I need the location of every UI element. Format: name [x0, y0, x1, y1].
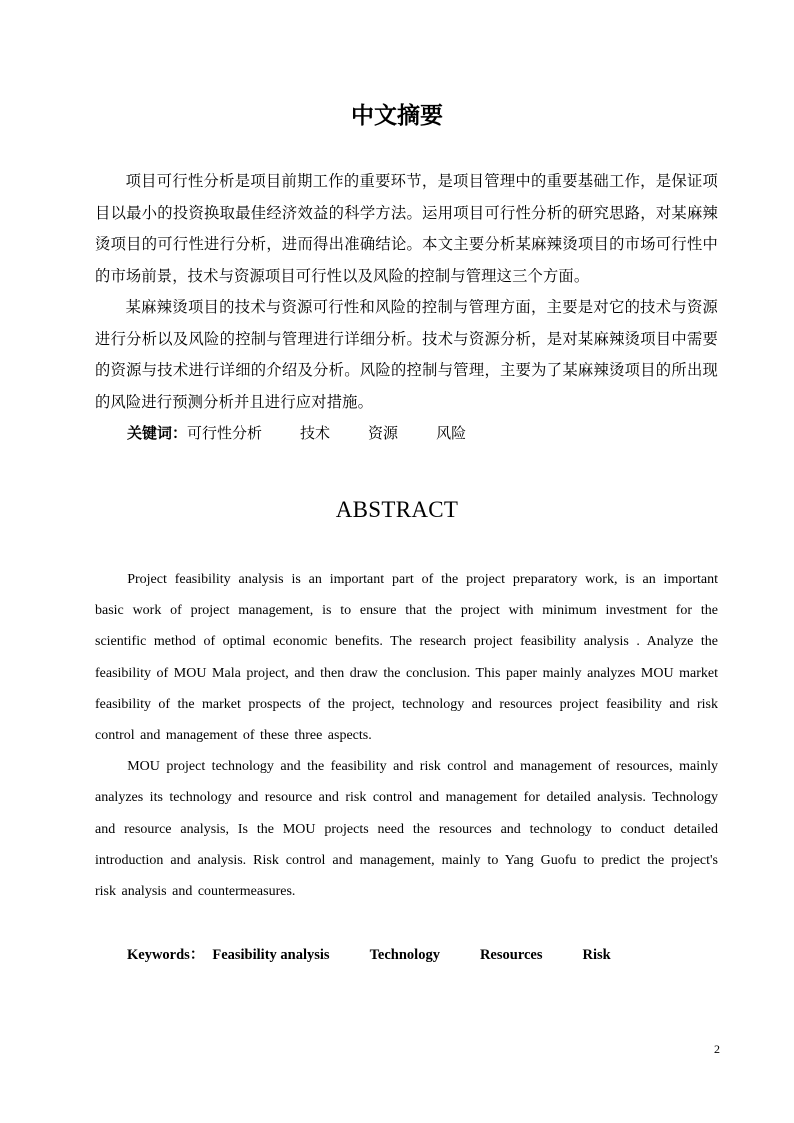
chinese-abstract-paragraph-2: 某麻辣烫项目的技术与资源可行性和风险的控制与管理方面，主要是对它的技术与资源进行分析以及风险的控制与管理进行详细分析。技术与资源分析，是对某麻辣烫项目中需要的资源与技术进行详细的介绍及分析。风险的控制与管理，主要为了某麻辣烫项目的所出现的风险进行预测分析并且进行应对措施。 [95, 298, 718, 411]
english-abstract-body [95, 564, 718, 907]
english-keyword-1: Feasibility analysis [212, 947, 330, 963]
english-keyword-2: Technology [369, 947, 440, 963]
chinese-keyword-2: 技术 [300, 424, 331, 442]
chinese-abstract-paragraph-1: 项目可行性分析是项目前期工作的重要环节，是项目管理中的重要基础工作，是保证项目以最小的投资换取最佳经济效益的科学方法。运用项目可行性分析的研究思路，对某麻辣烫项目的可行性进行分析，进而得出准确结论。本文主要分析某麻辣烫项目的市场可行性中的市场前景，技术与资源项目可行性以及风险的控制与管理这三个方面。 [95, 172, 718, 285]
chinese-keyword-4: 风险 [436, 424, 467, 442]
chinese-abstract-body [95, 166, 718, 418]
english-keyword-3: Resources [479, 947, 543, 963]
page-number: 2 [714, 1042, 720, 1056]
english-keyword-4: Risk [582, 947, 611, 963]
chinese-keyword-3: 资源 [368, 424, 399, 442]
chinese-keywords-label: 关键词： [127, 424, 188, 442]
english-abstract-paragraph-2: MOU project technology and the feasibility and risk control and management of resources, mainly analyzes its technology and resource and risk control and management for detailed analysis. Technology and resource analysis, Is the MOU projects need the resources and technology to conduct detailed introduction and analysis. Risk control and management, mainly to Yang Guofu to predict the project's risk analysis and countermeasures. [95, 759, 718, 900]
english-keywords-label: Keywords： [127, 947, 205, 963]
chinese-keywords [127, 418, 504, 448]
chinese-keyword-1: 可行性分析 [187, 424, 263, 442]
english-abstract-title: ABSTRACT [335, 497, 459, 522]
english-keywords [127, 940, 651, 970]
chinese-abstract-title: 中文摘要 [351, 103, 443, 129]
english-abstract-paragraph-1: Project feasibility analysis is an important part of the project preparatory work, is an important basic work of project management, is to ensure that the project with minimum investment for the scientific method of optimal economic benefits. The research project feasibility analysis . Analyze the feasibility of MOU Mala project, and then draw the conclusion. This paper mainly analyzes MOU market feasibility of the market prospects of the project, technology and resources project feasibility and risk control and management of these three aspects. [95, 572, 718, 744]
